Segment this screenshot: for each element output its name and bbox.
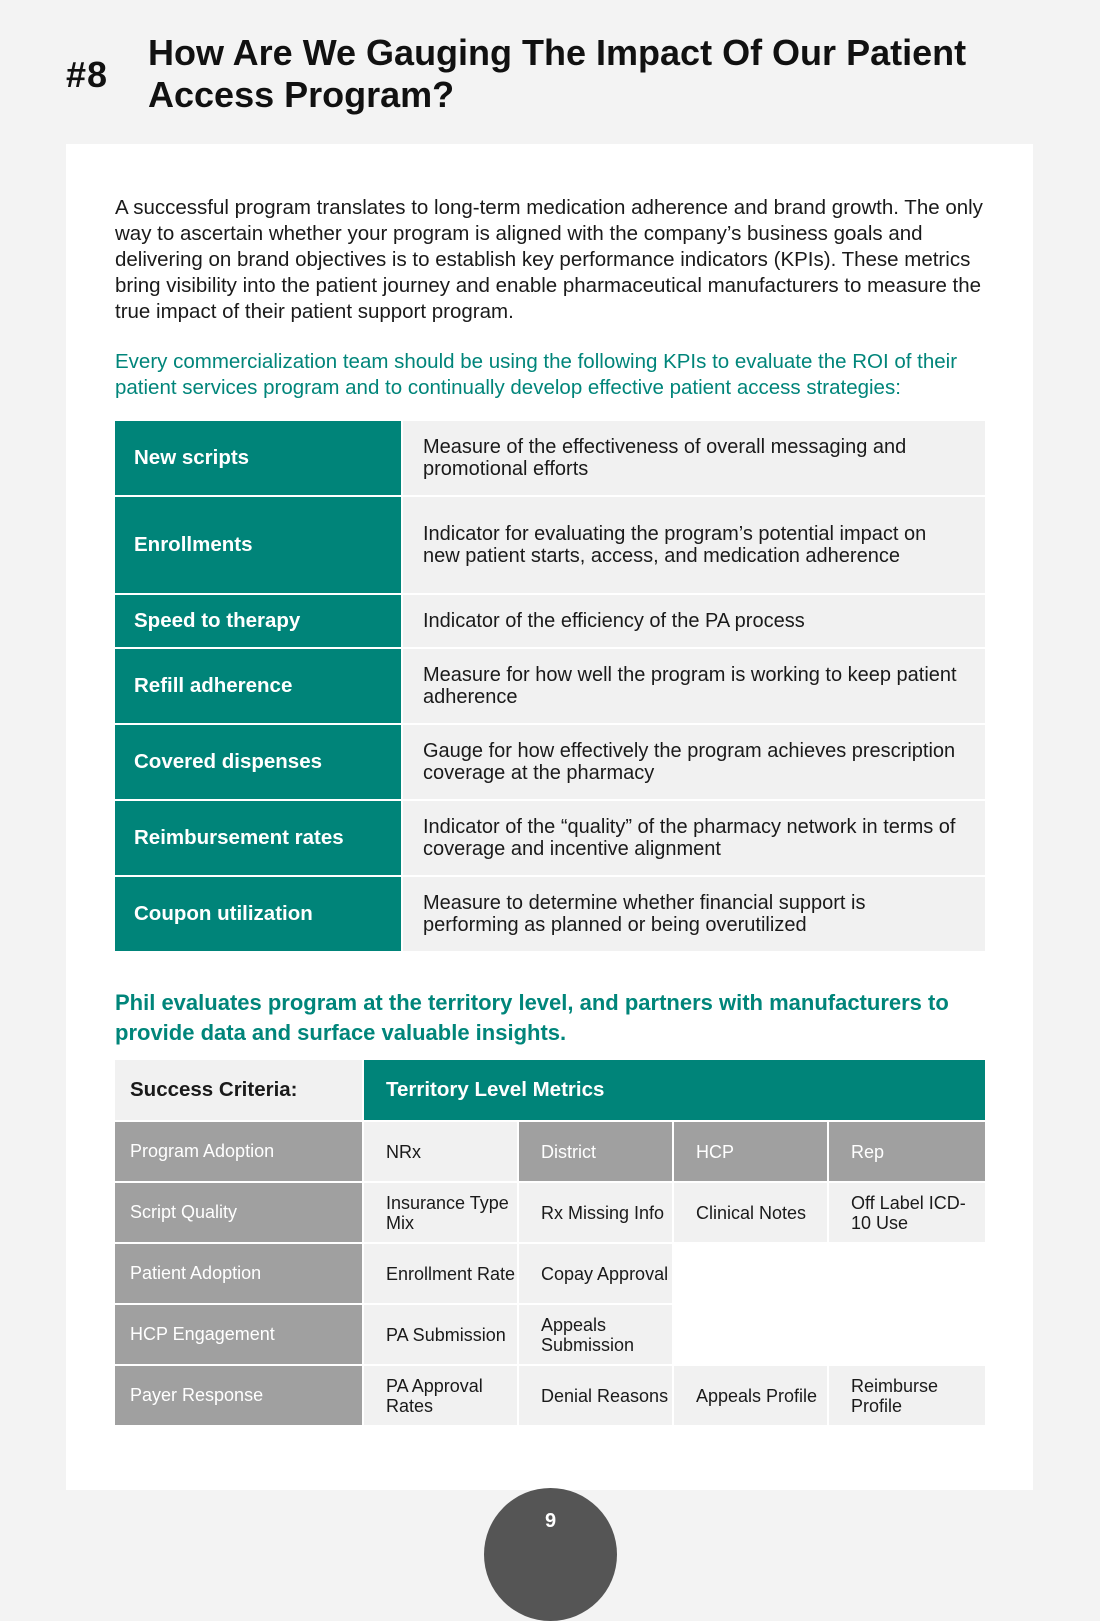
kpi-description: Measure for how well the program is working to keep patient adherence	[403, 649, 985, 725]
metric-cell: Copay Approval	[519, 1242, 674, 1303]
metric-cell: Rx Missing Info	[519, 1181, 674, 1242]
metric-cell: Appeals Profile	[674, 1364, 829, 1425]
territory-metrics-table	[115, 1060, 985, 1425]
metric-cell: HCP	[674, 1120, 829, 1181]
criteria-cell: HCP Engagement	[115, 1303, 364, 1364]
success-criteria-header: Success Criteria:	[115, 1060, 364, 1120]
metric-cell: PA Submission	[364, 1303, 519, 1364]
metric-cell: PA Approval Rates	[364, 1364, 519, 1425]
kpi-description: Measure of the effectiveness of overall messaging and promotional efforts	[403, 421, 985, 497]
intro-paragraph: A successful program translates to long-term medication adherence and brand growth. The only way to ascertain whether your program is aligned with the company’s business goals and delivering on brand objectives is to establish key performance indicators (KPIs). These metrics bring visibility into the patient journey and enable pharmaceutical manufacturers to measure the true impact of their patient support program.	[115, 196, 983, 323]
kpi-table	[115, 421, 985, 951]
page-title: How Are We Gauging The Impact Of Our Patient Access Program?	[148, 32, 967, 115]
section-number: #8	[66, 54, 109, 95]
phil-heading: Phil evaluates program at the territory level, and partners with manufacturers to provide data and surface valuable insights.	[115, 990, 949, 1045]
kpi-description: Indicator for evaluating the program’s potential impact on new patient starts, access, and medication adherence	[403, 497, 985, 595]
kpi-name: Enrollments	[115, 497, 403, 595]
kpi-name: Reimbursement rates	[115, 801, 403, 877]
empty-cell	[829, 1303, 985, 1364]
metric-cell: Clinical Notes	[674, 1181, 829, 1242]
metrics-row	[115, 1364, 985, 1425]
metric-cell: Reimburse Profile	[829, 1364, 985, 1425]
page-number-badge: 9	[484, 1488, 617, 1621]
metrics-row	[115, 1242, 985, 1303]
empty-cell	[674, 1303, 829, 1364]
kpi-row	[115, 801, 985, 877]
kpi-description: Indicator of the efficiency of the PA process	[403, 595, 985, 649]
kpi-row	[115, 595, 985, 649]
metric-cell: Insurance Type Mix	[364, 1181, 519, 1242]
metric-cell: District	[519, 1120, 674, 1181]
kpi-lead-paragraph: Every commercialization team should be using the following KPIs to evaluate the ROI of their patient services program and to continually develop effective patient access strategies:	[115, 350, 958, 399]
metric-cell: NRx	[364, 1120, 519, 1181]
metric-cell: Appeals Submission	[519, 1303, 674, 1364]
kpi-name: Speed to therapy	[115, 595, 403, 649]
criteria-cell: Program Adoption	[115, 1120, 364, 1181]
metrics-row	[115, 1303, 985, 1364]
metric-cell: Denial Reasons	[519, 1364, 674, 1425]
criteria-cell: Script Quality	[115, 1181, 364, 1242]
kpi-row	[115, 421, 985, 497]
kpi-row	[115, 725, 985, 801]
kpi-row	[115, 497, 985, 595]
metric-cell: Enrollment Rate	[364, 1242, 519, 1303]
metrics-header-row	[115, 1060, 985, 1120]
empty-cell	[829, 1242, 985, 1303]
kpi-name: New scripts	[115, 421, 403, 497]
kpi-name: Coupon utilization	[115, 877, 403, 951]
kpi-row	[115, 649, 985, 725]
kpi-description: Measure to determine whether financial support is performing as planned or being overutilized	[403, 877, 985, 951]
metric-cell: Off Label ICD-10 Use	[829, 1181, 985, 1242]
kpi-name: Refill adherence	[115, 649, 403, 725]
criteria-cell: Patient Adoption	[115, 1242, 364, 1303]
metrics-row	[115, 1181, 985, 1242]
territory-level-header: Territory Level Metrics	[364, 1060, 985, 1120]
metric-cell: Rep	[829, 1120, 985, 1181]
empty-cell	[674, 1242, 829, 1303]
kpi-name: Covered dispenses	[115, 725, 403, 801]
metrics-row	[115, 1120, 985, 1181]
kpi-description: Indicator of the “quality” of the pharmacy network in terms of coverage and incentive alignment	[403, 801, 985, 877]
criteria-cell: Payer Response	[115, 1364, 364, 1425]
kpi-row	[115, 877, 985, 951]
kpi-description: Gauge for how effectively the program achieves prescription coverage at the pharmacy	[403, 725, 985, 801]
